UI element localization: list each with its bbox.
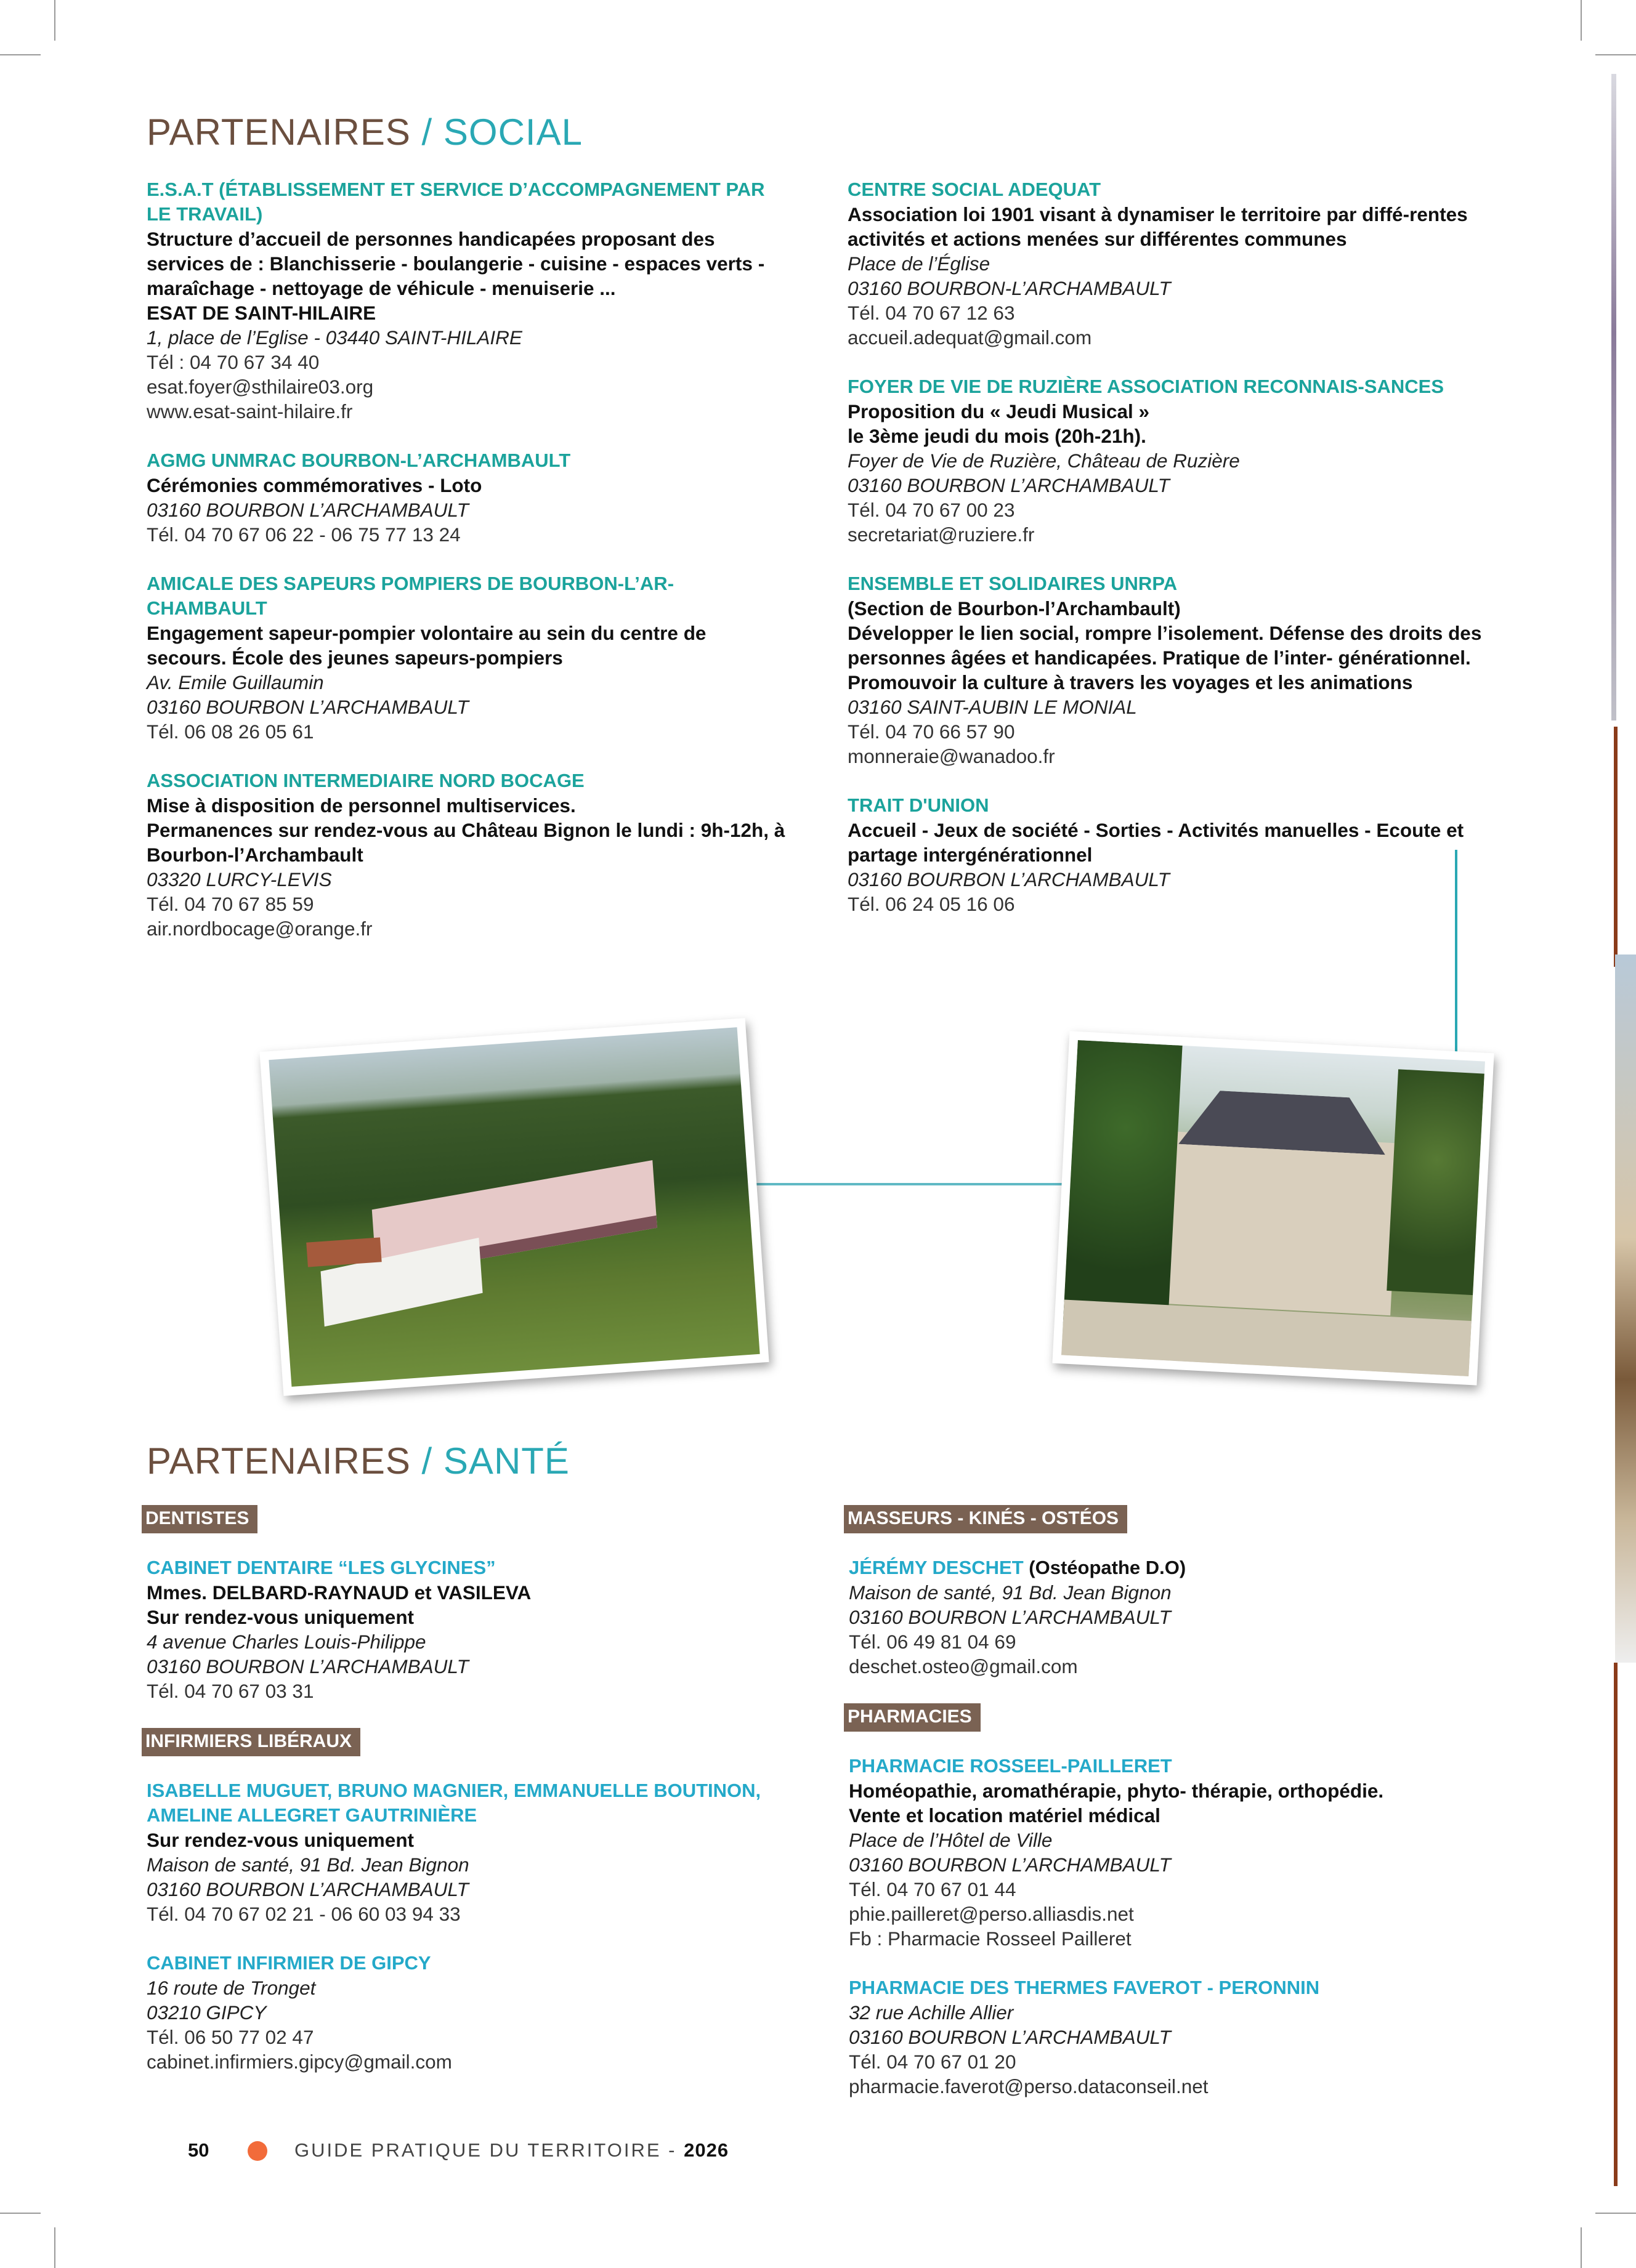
sante-right-column <box>844 1505 1484 2123</box>
crop-mark <box>1581 0 1582 41</box>
tree-shape <box>1387 1069 1484 1295</box>
partner-entry <box>849 1754 1484 1951</box>
partner-name-text: CENTRE SOCIAL ADEQUAT <box>848 179 1101 200</box>
partner-name-text: PHARMACIE ROSSEEL-PAILLERET <box>849 1755 1172 1777</box>
partner-name <box>848 793 1488 818</box>
partner-entry <box>849 1556 1484 1679</box>
crop-mark <box>0 2213 41 2214</box>
partner-name <box>849 1556 1484 1580</box>
partner-address: Av. Emile Guillaumin <box>147 671 324 693</box>
partner-name-text: AMICALE DES SAPEURS POMPIERS DE BOURBON-L’AR-CHAMBAULT <box>147 573 674 619</box>
section-title-social <box>147 111 583 153</box>
category-tag-pharmacies: PHARMACIES <box>844 1703 981 1732</box>
connector-line <box>1455 850 1457 1062</box>
partner-name-text: ISABELLE MUGUET, BRUNO MAGNIER, EMMANUELLE BOUTINON, AMELINE ALLEGRET GAUTRINIÈRE <box>147 1780 761 1826</box>
partner-address: 03160 BOURBON L’ARCHAMBAULT <box>849 1606 1171 1628</box>
footer-guide <box>294 2139 729 2161</box>
connector-line <box>745 1183 1090 1185</box>
adjacent-page-strip <box>1615 954 1636 1663</box>
partner-description: Accueil - Jeux de société - Sorties - Activités manuelles - Ecoute et partage intergénérationnel <box>848 819 1464 866</box>
partner-name-text: AGMG UNMRAC BOURBON-L’ARCHAMBAULT <box>147 450 571 471</box>
partner-contact: Tél. 04 70 67 01 44 <box>849 1878 1016 1900</box>
title-accent: SOCIAL <box>443 111 583 153</box>
adjacent-page-strip <box>1611 74 1616 720</box>
photo-image <box>1061 1040 1485 1376</box>
partner-description: Cérémonies commémoratives - Loto <box>147 474 482 496</box>
partner-entry <box>147 1778 782 1926</box>
category-tag-dentistes: DENTISTES <box>142 1505 257 1533</box>
adjacent-page-strip <box>1614 727 1618 967</box>
crop-mark <box>54 2227 55 2268</box>
partner-address: Place de l’Église <box>848 252 990 275</box>
footer-year: 2026 <box>684 2139 729 2161</box>
partner-address: 03160 BOURBON L’ARCHAMBAULT <box>849 1854 1171 1876</box>
partner-contact: Tél. 06 24 05 16 06 <box>848 893 1015 915</box>
partner-description: ESAT DE SAINT-HILAIRE <box>147 302 376 324</box>
email-link[interactable]: air.nordbocage@orange.fr <box>147 918 373 940</box>
partner-contact: Tél. 04 70 67 01 20 <box>849 2051 1016 2073</box>
partner-name-text: CABINET DENTAIRE “LES GLYCINES” <box>147 1557 496 1578</box>
partner-address: 03160 BOURBON L’ARCHAMBAULT <box>848 474 1170 496</box>
category-tag-masseurs: MASSEURS - KINÉS - OSTÉOS <box>844 1505 1127 1533</box>
partner-address: 4 avenue Charles Louis-Philippe <box>147 1631 426 1653</box>
ground <box>1061 1299 1472 1376</box>
partner-contact: Tél. 04 70 67 00 23 <box>848 499 1015 521</box>
crop-mark <box>1595 2213 1636 2214</box>
crop-mark <box>0 54 41 55</box>
partner-address: 1, place de l’Eglise - 03440 SAINT-HILAIRE <box>147 326 522 349</box>
partner-address: 32 rue Achille Allier <box>849 2001 1014 2024</box>
email-link[interactable]: pharmacie.faverot@perso.dataconseil.net <box>849 2075 1209 2097</box>
social-left-column <box>147 177 787 966</box>
photo-image <box>269 1027 759 1387</box>
partner-contact: Fb : Pharmacie Rosseel Pailleret <box>849 1927 1132 1950</box>
sante-left-column <box>142 1505 782 2099</box>
partner-description: Structure d’accueil de personnes handicapées proposant des services de : Blanchisserie - boulangerie - cuisine - espaces verts - maraîchage - nettoyage de véhicule - menuiserie ... <box>147 228 765 299</box>
crop-mark <box>1581 2227 1582 2268</box>
partner-role: (Ostéopathe D.O) <box>1023 1557 1186 1578</box>
partner-address: 03160 BOURBON-L’ARCHAMBAULT <box>848 277 1171 299</box>
partner-address: Maison de santé, 91 Bd. Jean Bignon <box>849 1581 1172 1604</box>
partner-name <box>848 374 1488 399</box>
partner-description: Sur rendez-vous uniquement <box>147 1606 415 1628</box>
title-main: PARTENAIRES <box>147 111 411 153</box>
partner-address: 03160 BOURBON L’ARCHAMBAULT <box>848 868 1170 890</box>
partner-name <box>147 1951 782 1975</box>
partner-description: Développer le lien social, rompre l’isolement. Défense des droits des personnes âgées et handicapées. Pratique de l’inter- générationnel. Promouvoir la culture à travers les voyages et les animations <box>848 622 1482 693</box>
partner-contact: Tél. 04 70 66 57 90 <box>848 720 1015 743</box>
partner-entry <box>147 1951 782 2074</box>
title-separator: / <box>410 1440 443 1482</box>
partner-name-text: CABINET INFIRMIER DE GIPCY <box>147 1952 431 1974</box>
partner-name <box>848 177 1488 202</box>
infirmiers-list <box>147 1778 782 2074</box>
website-link[interactable]: www.esat-saint-hilaire.fr <box>147 400 353 422</box>
partner-name <box>849 1754 1484 1778</box>
partner-entry <box>848 374 1488 547</box>
pharmacies-list <box>849 1754 1484 2099</box>
crop-mark <box>54 0 55 41</box>
category-tag-infirmiers: INFIRMIERS LIBÉRAUX <box>142 1728 360 1756</box>
partner-address: Foyer de Vie de Ruzière, Château de Ruzière <box>848 450 1240 472</box>
partner-address: Place de l’Hôtel de Ville <box>849 1829 1053 1851</box>
partner-entry <box>147 177 787 424</box>
partner-name-text: JÉRÉMY DESCHET <box>849 1557 1024 1578</box>
partner-address: 16 route de Tronget <box>147 1977 316 1999</box>
partner-entry <box>147 1556 782 1703</box>
partner-contact: Tél. 04 70 67 03 31 <box>147 1680 314 1702</box>
email-link[interactable]: phie.pailleret@perso.alliasdis.net <box>849 1903 1134 1925</box>
email-link[interactable]: deschet.osteo@gmail.com <box>849 1655 1078 1677</box>
partner-entry <box>147 448 787 547</box>
partner-address: 03160 BOURBON L’ARCHAMBAULT <box>147 696 469 718</box>
title-accent: SANTÉ <box>443 1440 570 1482</box>
partner-name <box>849 1975 1484 2000</box>
tree-shape <box>1063 1040 1183 1328</box>
partner-name <box>147 769 787 793</box>
footer-guide-label: GUIDE PRATIQUE DU TERRITOIRE - <box>294 2139 684 2161</box>
social-right-column <box>848 177 1488 941</box>
title-separator: / <box>410 111 443 153</box>
partner-name <box>848 571 1488 596</box>
partner-address: 03160 SAINT-AUBIN LE MONIAL <box>848 696 1137 718</box>
page-number: 50 <box>188 2139 209 2161</box>
partner-description: Vente et location matériel médical <box>849 1804 1160 1826</box>
partner-description: Homéopathie, aromathérapie, phyto- thérapie, orthopédie. <box>849 1780 1384 1802</box>
email-link[interactable]: esat.foyer@sthilaire03.org <box>147 376 374 398</box>
building-shape <box>306 1237 381 1267</box>
partner-description: (Section de Bourbon-l’Archambault) <box>848 597 1181 619</box>
partner-contact: Tél. 04 70 67 12 63 <box>848 302 1015 324</box>
partner-entry <box>849 1975 1484 2099</box>
dentistes-list <box>147 1556 782 1703</box>
partner-description: Sur rendez-vous uniquement <box>147 1829 415 1851</box>
chateau-facade <box>1157 1131 1399 1316</box>
partner-contact: Tél. 04 70 67 85 59 <box>147 893 314 915</box>
partner-description: Mmes. DELBARD-RAYNAUD et VASILEVA <box>147 1581 532 1604</box>
partner-entry <box>848 177 1488 350</box>
partner-entry <box>848 571 1488 769</box>
partner-address: 03320 LURCY-LEVIS <box>147 868 332 890</box>
section-title-sante <box>147 1440 570 1482</box>
photo-thermal-building <box>259 1018 769 1396</box>
partner-name-text: PHARMACIE DES THERMES FAVEROT - PERONNIN <box>849 1977 1320 1998</box>
partner-name-text: ENSEMBLE ET SOLIDAIRES UNRPA <box>848 573 1178 594</box>
partner-contact: Tél. 06 49 81 04 69 <box>849 1631 1016 1653</box>
email-link[interactable]: secretariat@ruziere.fr <box>848 523 1035 546</box>
partner-name-text: TRAIT D'UNION <box>848 794 989 816</box>
partner-name-text: ASSOCIATION INTERMEDIAIRE NORD BOCAGE <box>147 770 585 791</box>
partner-entry <box>147 769 787 941</box>
partner-description: Permanences sur rendez-vous au Château Bignon le lundi : 9h-12h, à Bourbon-l’Archambault <box>147 819 785 866</box>
partner-contact: Tél : 04 70 67 34 40 <box>147 351 320 373</box>
crop-mark <box>1595 54 1636 55</box>
partner-entry <box>147 571 787 744</box>
partner-description: Mise à disposition de personnel multiservices. <box>147 794 576 817</box>
partner-contact: Tél. 06 50 77 02 47 <box>147 2026 314 2048</box>
partner-name <box>147 448 787 473</box>
partner-name-text: FOYER DE VIE DE RUZIÈRE ASSOCIATION RECONNAIS-SANCES <box>848 376 1444 397</box>
partner-contact: Tél. 06 08 26 05 61 <box>147 720 314 743</box>
partner-description: Association loi 1901 visant à dynamiser le territoire par diffé-rentes activités et actions menées sur différentes communes <box>848 203 1468 250</box>
email-link[interactable]: accueil.adequat@gmail.com <box>848 326 1092 349</box>
partner-name <box>147 571 787 621</box>
partner-name-text: E.S.A.T (ÉTABLISSEMENT ET SERVICE D’ACCOMPAGNEMENT PAR LE TRAVAIL) <box>147 179 765 225</box>
email-link[interactable]: monneraie@wanadoo.fr <box>848 745 1055 767</box>
masseurs-list <box>849 1556 1484 1679</box>
partner-entry <box>848 793 1488 916</box>
partner-address: 03160 BOURBON L’ARCHAMBAULT <box>147 1655 469 1677</box>
partner-address: 03160 BOURBON L’ARCHAMBAULT <box>147 1878 469 1900</box>
partner-contact: Tél. 04 70 67 02 21 - 06 60 03 94 33 <box>147 1903 461 1925</box>
partner-description: le 3ème jeudi du mois (20h-21h). <box>848 425 1146 447</box>
partner-address: Maison de santé, 91 Bd. Jean Bignon <box>147 1854 469 1876</box>
email-link[interactable]: cabinet.infirmiers.gipcy@gmail.com <box>147 2051 452 2073</box>
partner-description: Proposition du « Jeudi Musical » <box>848 400 1150 422</box>
partner-address: 03160 BOURBON L’ARCHAMBAULT <box>849 2026 1171 2048</box>
photo-chateau <box>1052 1031 1494 1385</box>
partner-address: 03210 GIPCY <box>147 2001 267 2024</box>
partner-contact: Tél. 04 70 67 06 22 - 06 75 77 13 24 <box>147 523 461 546</box>
partner-name <box>147 1556 782 1580</box>
footer-dot <box>248 2141 267 2161</box>
partner-name <box>147 1778 782 1828</box>
partner-description: Engagement sapeur-pompier volontaire au sein du centre de secours. École des jeunes sapeurs-pompiers <box>147 622 707 669</box>
partner-address: 03160 BOURBON L’ARCHAMBAULT <box>147 499 469 521</box>
adjacent-page-strip <box>1614 1663 1618 2186</box>
partner-name <box>147 177 787 227</box>
title-main: PARTENAIRES <box>147 1440 411 1482</box>
